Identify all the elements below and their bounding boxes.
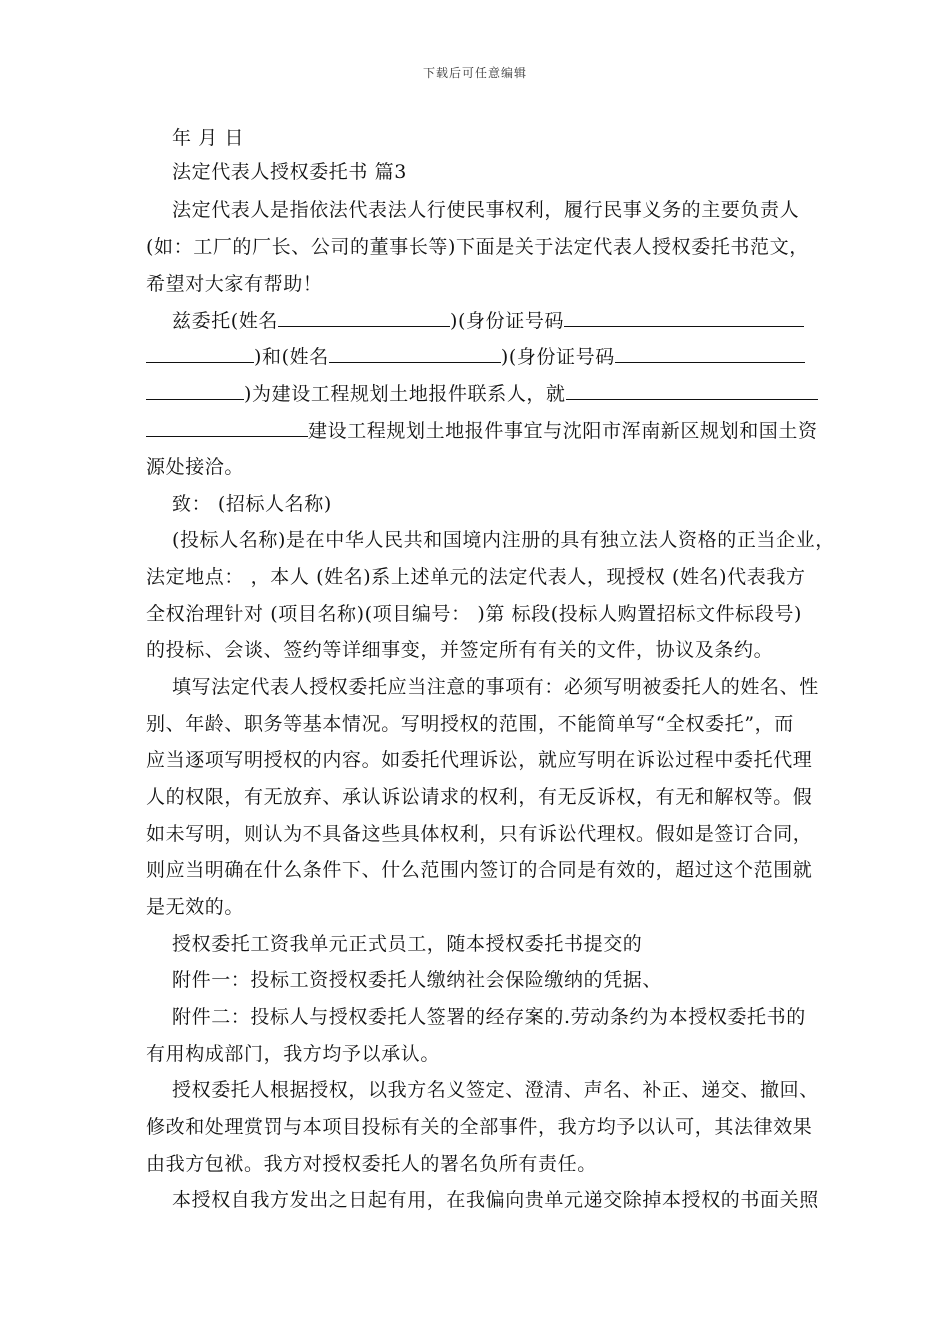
entrust-text: )(身份证号码 — [500, 346, 615, 368]
entrust-text: )(身份证号码 — [450, 310, 565, 332]
attachment-2-line-1: 附件二：投标人与授权委托人签署的经存案的.劳动条约为本授权委托书的 — [172, 1006, 806, 1028]
bidder-line-2: 法定地点： ，本人 (姓名)系上述单元的法定代表人，现授权 (姓名)代表我方 — [146, 566, 806, 588]
bidder-line-3: 全权治理针对 (项目名称)(项目编号： )第 标段(投标人购置招标文件标段号) — [146, 603, 802, 625]
bidder-line-4: 的投标、会谈、签约等详细事变，并签定所有有关的文件，协议及条约。 — [146, 639, 774, 661]
entrust-text: )和(姓名 — [254, 346, 329, 368]
id-number-blank-2[interactable] — [615, 344, 805, 363]
entrust-text: 建设工程规划土地报件事宜与沈阳市浑南新区规划和国土资 — [308, 420, 818, 442]
bidder-line-1: (投标人名称)是在中华人民共和国境内注册的具有独立法人资格的正当企业， — [172, 529, 835, 551]
matter-blank-cont[interactable] — [146, 418, 308, 437]
notes-line-3: 应当逐项写明授权的内容。如委托代理诉讼，就应写明在诉讼过程中委托代理 — [146, 749, 813, 771]
authority-line-1: 授权委托人根据授权，以我方名义签定、澄清、声名、补正、递交、撤回、 — [172, 1079, 819, 1101]
entrust-line-2 — [146, 344, 805, 369]
name-blank-2[interactable] — [329, 344, 501, 363]
page-header-note: 下载后可任意编辑 — [422, 66, 527, 80]
entrust-text: )为建设工程规划土地报件联系人，就 — [244, 383, 566, 405]
section-title: 法定代表人授权委托书 篇3 — [172, 161, 407, 183]
entrust-text: 兹委托(姓名 — [172, 310, 279, 332]
notes-line-6: 则应当明确在什么条件下、什么范围内签订的合同是有效的，超过这个范围就 — [146, 859, 813, 881]
validity-line: 本授权自我方发出之日起有用，在我偏向贵单元递交除掉本授权的书面关照 — [172, 1189, 819, 1211]
authority-line-3: 由我方包袱。我方对授权委托人的署名负所有责任。 — [146, 1153, 597, 1175]
attachment-1-line: 附件一：投标工资授权委托人缴纳社会保险缴纳的凭据、 — [172, 969, 663, 991]
date-line: 年 月 日 — [172, 127, 245, 149]
entrust-line-1 — [172, 308, 804, 333]
authority-line-2: 修改和处理赏罚与本项目投标有关的全部事件，我方均予以认可，其法律效果 — [146, 1116, 813, 1138]
notes-line-4: 人的权限，有无放弃、承认诉讼请求的权利，有无反诉权，有无和解权等。假 — [146, 786, 813, 808]
id-number-blank-2-cont[interactable] — [146, 381, 244, 400]
notes-line-7: 是无效的。 — [146, 896, 245, 918]
id-number-blank-1[interactable] — [564, 308, 804, 327]
notes-line-2: 别、年龄、职务等基本情况。写明授权的范围，不能简单写“全权委托”，而 — [146, 713, 794, 735]
entrust-line-3 — [146, 381, 818, 406]
entrust-line-4 — [146, 418, 818, 443]
intro-line-1: 法定代表人是指依法代表法人行使民事权利，履行民事义务的主要负责人 — [172, 199, 800, 221]
recipient-line: 致： (招标人名称) — [172, 493, 332, 515]
staff-line: 授权委托工资我单元正式员工，随本授权委托书提交的 — [172, 933, 643, 955]
entrust-line-5: 源处接洽。 — [146, 456, 245, 478]
intro-line-2: (如：工厂的厂长、公司的董事长等)下面是关于法定代表人授权委托书范文， — [146, 236, 809, 258]
matter-blank[interactable] — [566, 381, 818, 400]
id-number-blank-1-cont[interactable] — [146, 344, 254, 363]
intro-line-3: 希望对大家有帮助！ — [146, 273, 323, 295]
attachment-2-line-2: 有用构成部门，我方均予以承认。 — [146, 1043, 441, 1065]
name-blank-1[interactable] — [278, 308, 450, 327]
notes-line-1: 填写法定代表人授权委托应当注意的事项有：必须写明被委托人的姓名、性 — [172, 676, 819, 698]
notes-line-5: 如未写明，则认为不具备这些具体权利，只有诉讼代理权。假如是签订合同， — [146, 823, 813, 845]
